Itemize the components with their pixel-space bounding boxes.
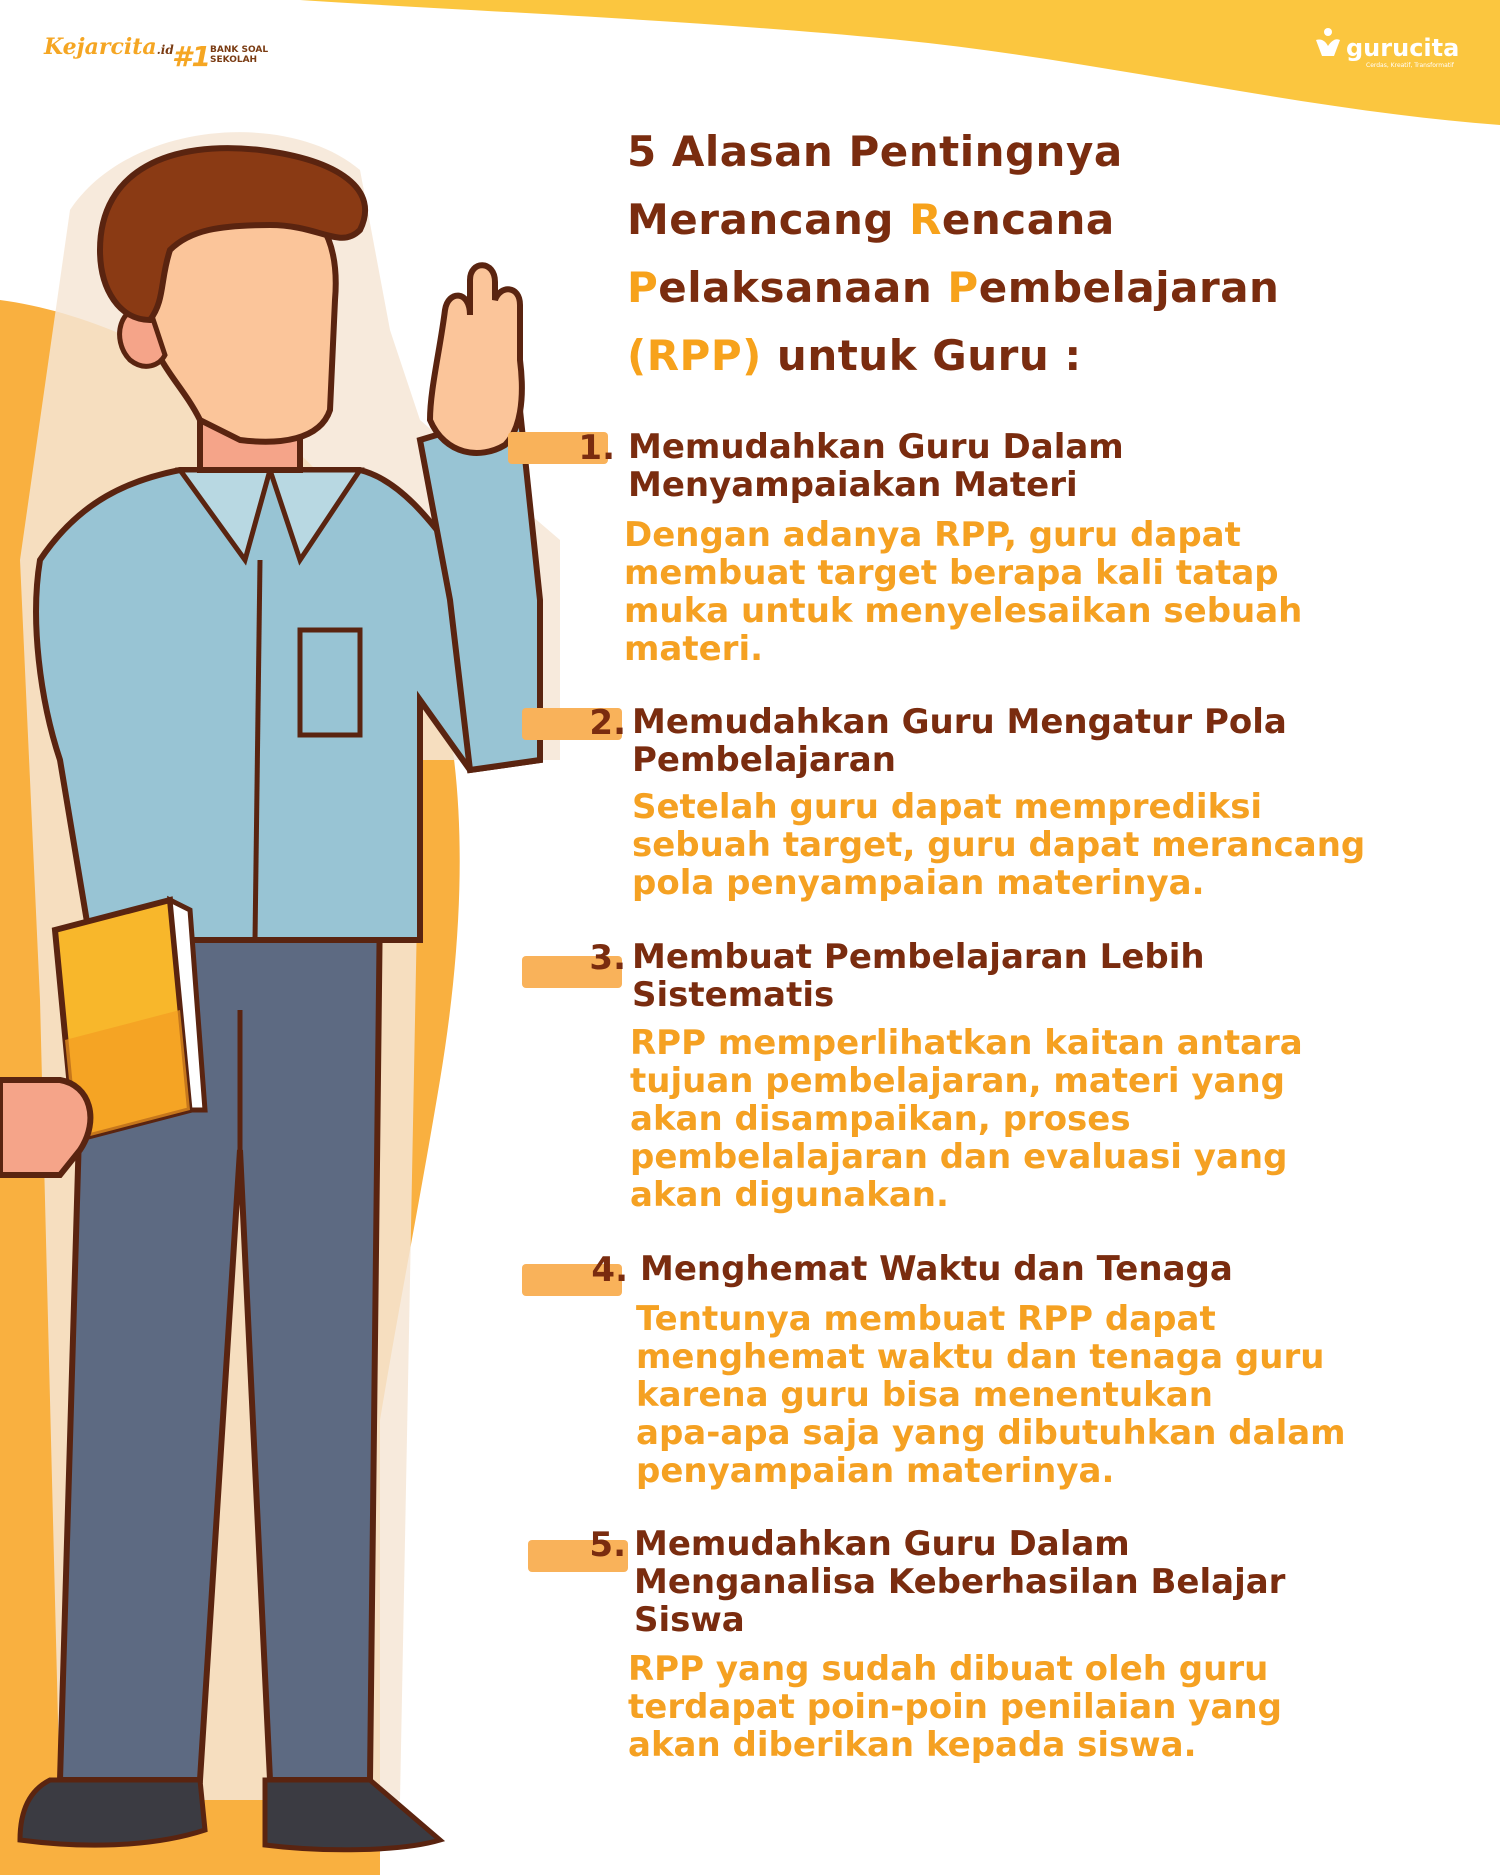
title-text: elaksanaan bbox=[658, 263, 948, 312]
heading-line: Menghemat Waktu dan Tenaga bbox=[640, 1249, 1233, 1289]
title-line-2 bbox=[627, 186, 1427, 254]
title-text: encana bbox=[941, 195, 1115, 244]
page-title bbox=[627, 118, 1427, 390]
heading-line: Menyampaiakan Materi bbox=[628, 465, 1078, 505]
body-line: akan diberikan kepada siswa. bbox=[628, 1725, 1197, 1765]
title-line-3 bbox=[627, 254, 1427, 322]
heading-line: Membuat Pembelajaran Lebih bbox=[632, 937, 1205, 977]
kejarcita-tld: .id bbox=[156, 43, 174, 57]
reason-5-body bbox=[628, 1650, 1468, 1764]
kejarcita-logo bbox=[44, 34, 174, 60]
heading-line: Memudahkan Guru Dalam bbox=[634, 1524, 1130, 1564]
reason-4-number: 4. bbox=[591, 1250, 628, 1290]
title-highlight: P bbox=[627, 263, 659, 312]
body-line: apa-apa saja yang dibutuhkan dalam bbox=[636, 1413, 1346, 1453]
kejarcita-brand: Kejarcita bbox=[44, 34, 157, 60]
reason-1-body bbox=[624, 516, 1444, 668]
left-shoe bbox=[20, 1780, 205, 1845]
body-line: Dengan adanya RPP, guru dapat bbox=[624, 515, 1241, 555]
body-line: pola penyampaian materinya. bbox=[632, 863, 1205, 903]
body-line: Tentunya membuat RPP dapat bbox=[636, 1299, 1216, 1339]
reason-2-number: 2. bbox=[589, 703, 626, 743]
gurucita-logo-icon bbox=[1312, 26, 1342, 60]
body-line: muka untuk menyelesaikan sebuah bbox=[624, 591, 1303, 631]
title-highlight: R bbox=[909, 195, 942, 244]
right-shoe bbox=[265, 1780, 440, 1850]
top-banner-shape bbox=[300, 0, 1500, 125]
body-line: karena guru bisa menentukan bbox=[636, 1375, 1213, 1415]
gurucita-brand: gurucita bbox=[1346, 34, 1460, 62]
reason-4-body bbox=[636, 1300, 1476, 1490]
body-line: RPP memperlihatkan kaitan antara bbox=[630, 1023, 1303, 1063]
gurucita-tagline: Cerdas, Kreatif, Transformatif bbox=[1366, 62, 1454, 69]
title-line-1: 5 Alasan Pentingnya bbox=[627, 127, 1123, 176]
heading-line: Sistematis bbox=[632, 975, 835, 1015]
body-line: materi. bbox=[624, 629, 764, 669]
title-text: Merancang bbox=[627, 195, 910, 244]
body-line: terdapat poin-poin penilaian yang bbox=[628, 1687, 1282, 1727]
body-line: Setelah guru dapat memprediksi bbox=[632, 787, 1263, 827]
body-line: membuat target berapa kali tatap bbox=[624, 553, 1279, 593]
body-line: tujuan pembelajaran, materi yang bbox=[630, 1061, 1285, 1101]
heading-line: Memudahkan Guru Dalam bbox=[628, 427, 1124, 467]
heading-line: Memudahkan Guru Mengatur Pola bbox=[632, 702, 1287, 742]
reason-1-number: 1. bbox=[578, 428, 615, 468]
title-highlight: P bbox=[947, 263, 979, 312]
rank-badge: #1 bbox=[172, 40, 211, 73]
raised-hand bbox=[430, 265, 522, 453]
heading-line: Siswa bbox=[634, 1600, 745, 1640]
heading-line: Menganalisa Keberhasilan Belajar bbox=[634, 1562, 1286, 1602]
reason-2-heading bbox=[632, 703, 1452, 779]
reason-1-heading bbox=[628, 428, 1448, 504]
reason-3-body bbox=[630, 1024, 1470, 1214]
title-text: untuk Guru : bbox=[761, 331, 1082, 380]
body-line: pembelalajaran dan evaluasi yang bbox=[630, 1137, 1288, 1177]
title-highlight: (RPP) bbox=[627, 331, 762, 380]
reason-5-heading bbox=[634, 1525, 1474, 1639]
body-line: akan digunakan. bbox=[630, 1175, 949, 1215]
reason-5-number: 5. bbox=[589, 1525, 626, 1565]
heading-line: Pembelajaran bbox=[632, 740, 896, 780]
body-line: penyampaian materinya. bbox=[636, 1451, 1115, 1491]
reason-4-heading bbox=[640, 1250, 1460, 1288]
rank-caption: BANK SOAL SEKOLAH bbox=[210, 45, 269, 65]
body-line: sebuah target, guru dapat merancang bbox=[632, 825, 1366, 865]
reason-2-body bbox=[632, 788, 1472, 902]
body-line: RPP yang sudah dibuat oleh guru bbox=[628, 1649, 1269, 1689]
body-line: menghemat waktu dan tenaga guru bbox=[636, 1337, 1325, 1377]
reason-3-number: 3. bbox=[589, 938, 626, 978]
body-line: akan disampaikan, proses bbox=[630, 1099, 1131, 1139]
reason-3-heading bbox=[632, 938, 1452, 1014]
title-line-4 bbox=[627, 322, 1427, 390]
title-text: embelajaran bbox=[978, 263, 1280, 312]
